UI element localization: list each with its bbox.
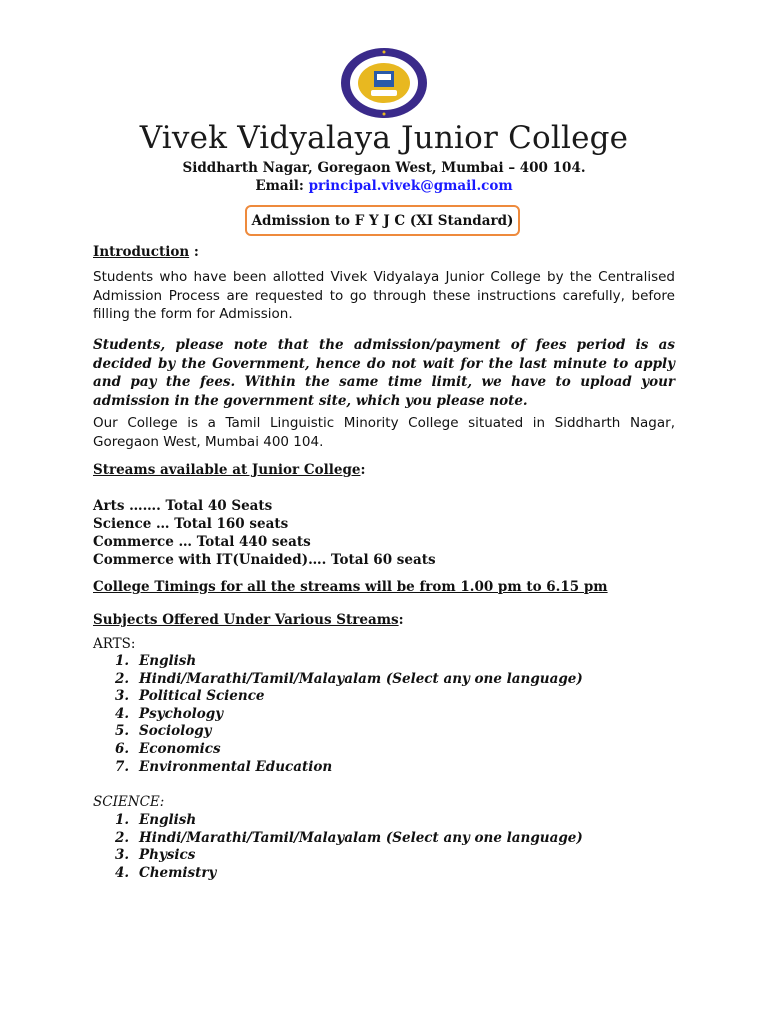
streams-list <box>93 497 675 569</box>
intro-heading-suffix: : <box>189 244 199 260</box>
intro-heading-line <box>93 244 675 260</box>
stream-item: Science … Total 160 seats <box>93 516 289 532</box>
timings-line <box>93 579 675 595</box>
college-name: Vivek Vidyalaya Junior College <box>139 120 629 156</box>
stream-item: Commerce … Total 440 seats <box>93 534 311 550</box>
list-item: 4. Chemistry <box>115 864 217 881</box>
stream-item: Commerce with IT(Unaided)…. Total 60 seats <box>93 552 436 568</box>
email-link[interactable]: principal.vivek@gmail.com <box>308 178 513 194</box>
stream-item: Arts ……. Total 40 Seats <box>93 498 273 514</box>
arts-subject-list <box>93 653 675 776</box>
intro-paragraph: Students who have been allotted Vivek Vidyalaya Junior College by the Centralised Admission Process are requested to go through these instructions carefully, before filling the form for Admission. <box>93 269 675 322</box>
admission-title: Admission to F Y J C (XI Standard) <box>251 212 514 229</box>
college-address: Siddharth Nagar, Goregaon West, Mumbai – 400 104. <box>182 160 586 176</box>
intro-heading: Introduction <box>93 244 190 260</box>
list-item: 4. Psychology <box>115 705 224 722</box>
streams-heading-suffix: : <box>360 462 366 478</box>
notice-paragraph: Students, please note that the admission/payment of fees period is as decided by the Government, hence do not wait for the last minute to apply and pay the fees. Within the same time limit, we have to upload your admission in the government site, which you please note. <box>93 337 675 409</box>
science-subject-list <box>93 812 675 882</box>
admission-title-box <box>245 205 520 236</box>
list-item: 1. English <box>115 812 197 828</box>
list-item: 3. Political Science <box>115 688 265 705</box>
college-seal-logo <box>339 47 429 119</box>
streams-heading: Streams available at Junior College <box>93 462 361 478</box>
list-item: 2. Hindi/Marathi/Tamil/Malayalam (Select any one language) <box>115 670 583 687</box>
email-label: Email: <box>255 178 304 194</box>
arts-label: ARTS: <box>93 636 136 652</box>
list-item: 5. Sociology <box>115 723 212 740</box>
science-label: SCIENCE: <box>93 794 165 810</box>
list-item: 1. English <box>115 653 197 669</box>
list-item: 2. Hindi/Marathi/Tamil/Malayalam (Select any one language) <box>115 829 583 846</box>
timings-text: College Timings for all the streams will be from 1.00 pm to 6.15 pm <box>93 579 608 595</box>
list-item: 3. Physics <box>115 847 196 864</box>
list-item: 7. Environmental Education <box>115 758 333 775</box>
email-line <box>0 178 768 194</box>
list-item: 6. Economics <box>115 740 221 757</box>
subjects-heading: Subjects Offered Under Various Streams <box>93 612 399 628</box>
subjects-heading-line <box>93 612 675 628</box>
subjects-heading-suffix: : <box>398 612 404 628</box>
minority-paragraph: Our College is a Tamil Linguistic Minority College situated in Siddharth Nagar, Goregaon West, Mumbai 400 104. <box>93 415 675 450</box>
streams-heading-line <box>93 462 675 478</box>
